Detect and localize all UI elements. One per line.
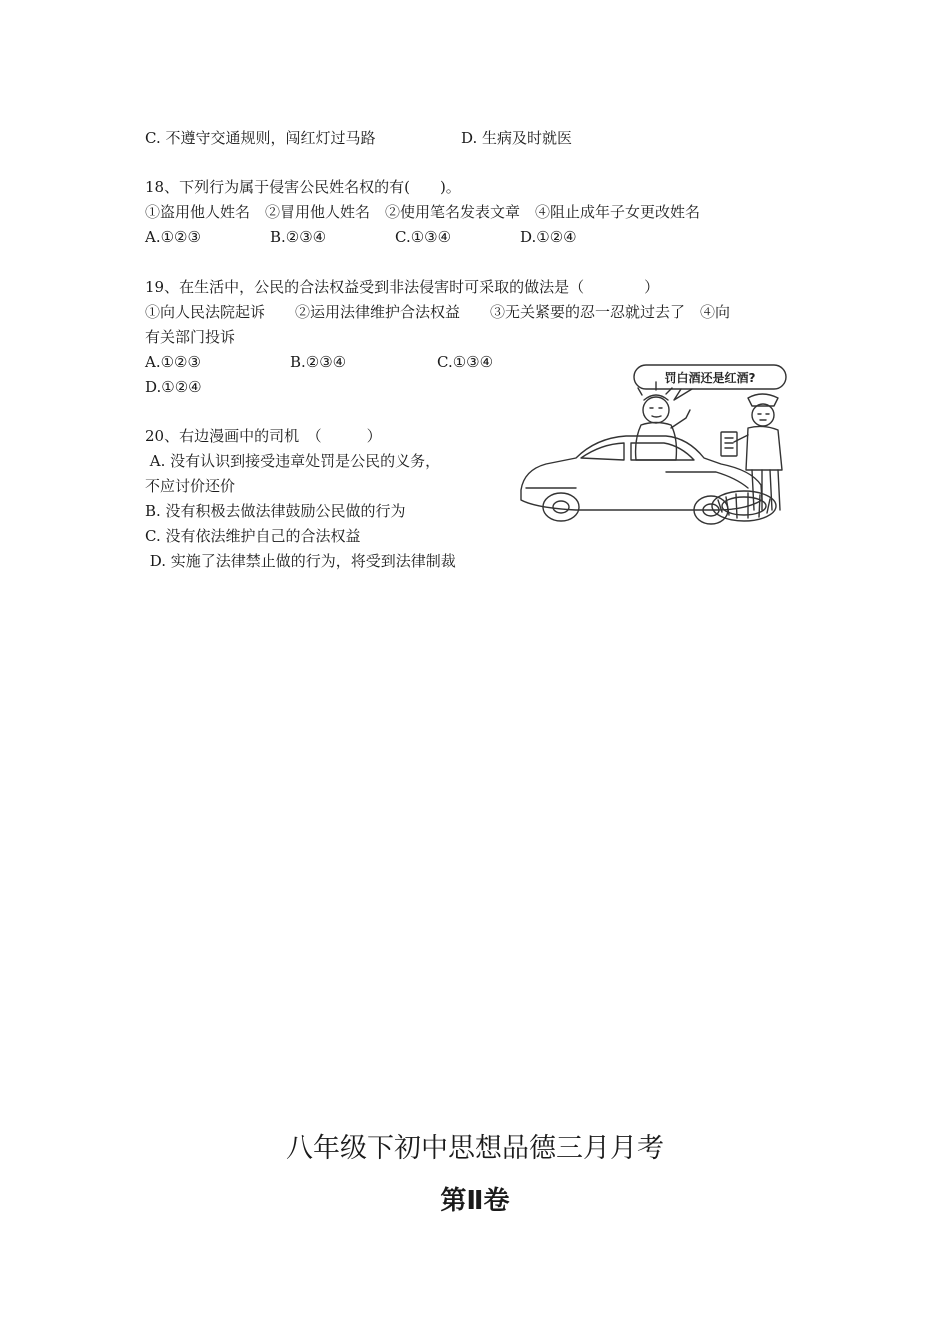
q18-option-d: D.①②④ bbox=[520, 228, 577, 246]
q20-stem: 20、右边漫画中的司机 （ ） bbox=[145, 427, 382, 445]
q20-option-a-line2: 不应讨价还价 bbox=[145, 477, 236, 495]
speech-bubble-text: 罚白酒还是红酒? bbox=[664, 371, 756, 385]
q20-option-d: D. 实施了法律禁止做的行为，将受到法律制裁 bbox=[145, 552, 456, 570]
q17-option-c: C. 不遵守交通规则，闯红灯过马路 bbox=[145, 129, 376, 147]
q20-option-a-line1: A. 没有认识到接受违章处罚是公民的义务， bbox=[145, 452, 441, 470]
q19-items-line1: ①向人民法院起诉 ②运用法律维护合法权益 ③无关紧要的忍一忍就过去了 ④向 bbox=[145, 303, 731, 321]
q18-items: ①盗用他人姓名 ②冒用他人姓名 ②使用笔名发表文章 ④阻止成年子女更改姓名 bbox=[145, 203, 701, 221]
q18-stem: 18、下列行为属于侵害公民姓名权的有( )。 bbox=[145, 178, 461, 196]
q18-option-a: A.①②③ bbox=[145, 228, 201, 246]
driver-head bbox=[643, 397, 669, 423]
officer-head bbox=[752, 404, 774, 426]
q19-option-b: B.②③④ bbox=[290, 353, 347, 371]
exam-title: 八年级下初中思想品德三月月考 bbox=[286, 1133, 664, 1164]
q19-option-a: A.①②③ bbox=[145, 353, 201, 371]
exam-section: 第Ⅱ卷 bbox=[440, 1186, 510, 1216]
q19-option-c: C.①③④ bbox=[437, 353, 494, 371]
q18-option-c: C.①③④ bbox=[395, 228, 452, 246]
q19-option-d: D.①②④ bbox=[145, 378, 202, 396]
ticket bbox=[721, 432, 737, 456]
traffic-fine-cartoon bbox=[516, 360, 811, 530]
q17-option-d: D. 生病及时就医 bbox=[461, 129, 573, 147]
q18-option-b: B.②③④ bbox=[270, 228, 327, 246]
q20-option-c: C. 没有依法维护自己的合法权益 bbox=[145, 527, 361, 545]
q20-option-b: B. 没有积极去做法律鼓励公民做的行为 bbox=[145, 502, 406, 520]
q19-stem: 19、在生活中，公民的合法权益受到非法侵害时可采取的做法是（ ） bbox=[145, 278, 660, 296]
q19-items-line2: 有关部门投诉 bbox=[145, 328, 236, 346]
